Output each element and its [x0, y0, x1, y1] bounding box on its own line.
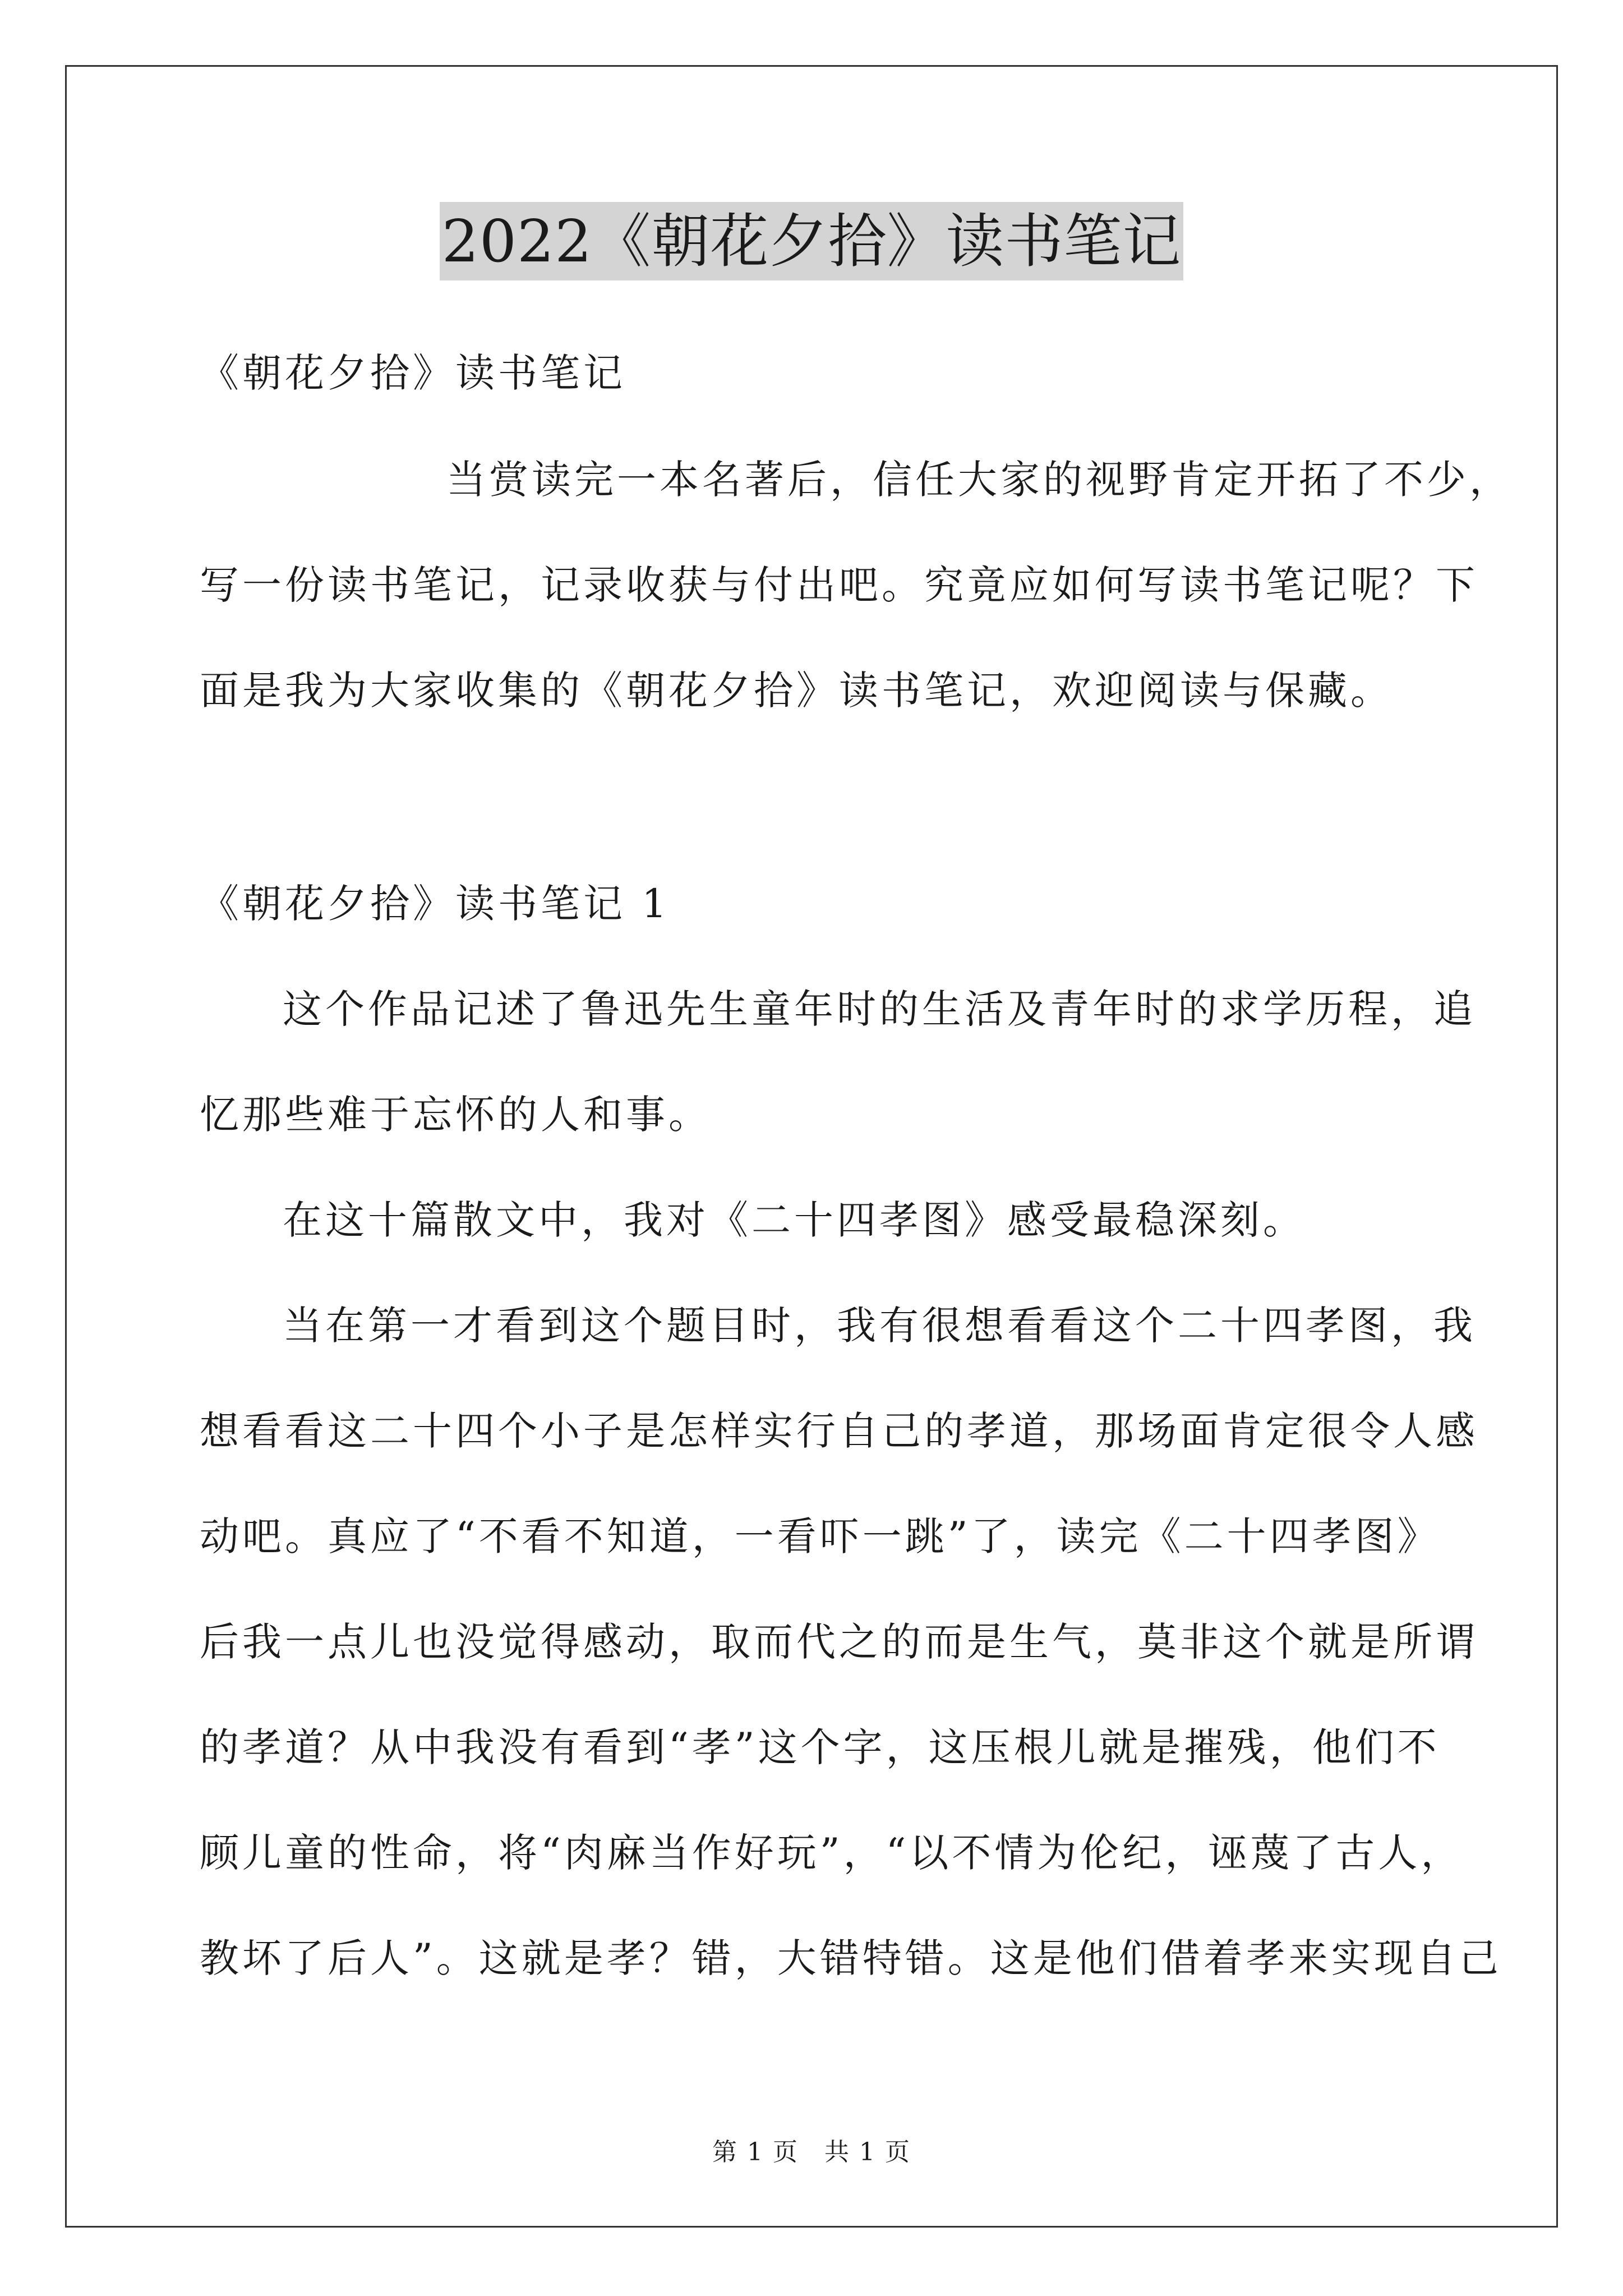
paragraph-line: 忆那些难于忘怀的人和事。 — [200, 1092, 711, 1138]
paragraph-line: 动吧。真应了“不看不知道，一看吓一跳”了，读完《二十四孝图》 — [200, 1513, 1440, 1559]
subtitle-line: 《朝花夕拾》读书笔记 — [200, 350, 626, 396]
title-container — [0, 202, 1623, 280]
paragraph-line: 在这十篇散文中，我对《二十四孝图》感受最稳深刻。 — [283, 1197, 1306, 1243]
paragraph-line: 教坏了后人”。这就是孝？错，大错特错。这是他们借着孝来实现自己 — [200, 1935, 1502, 1981]
paragraph-line: 当在第一才看到这个题目时，我有很想看看这个二十四孝图，我 — [283, 1303, 1476, 1349]
paragraph-line: 后我一点儿也没觉得感动，取而代之的而是生气，莫非这个就是所谓 — [200, 1619, 1478, 1665]
paragraph-line: 想看看这二十四个小子是怎样实行自己的孝道，那场面肯定很令人感 — [200, 1408, 1478, 1454]
paragraph-line: 的孝道？从中我没有看到“孝”这个字，这压根儿就是摧残，他们不 — [200, 1724, 1440, 1770]
page-footer: 第 1 页 共 1 页 — [712, 2138, 911, 2166]
paragraph-line: 这个作品记述了鲁迅先生童年时的生活及青年时的求学历程，追 — [283, 986, 1476, 1032]
paragraph-line: 当赏读完一本名著后，信任大家的视野肯定开拓了不少， — [446, 457, 1512, 503]
paragraph-line: 写一份读书笔记，记录收获与付出吧。究竟应如何写读书笔记呢？下 — [200, 562, 1478, 608]
section-heading: 《朝花夕拾》读书笔记 1 — [200, 881, 670, 927]
paragraph-line: 顾儿童的性命，将“肉麻当作好玩”，“以不情为伦纪，诬蔑了古人， — [200, 1830, 1464, 1876]
paragraph-line: 面是我为大家收集的《朝花夕拾》读书笔记，欢迎阅读与保藏。 — [200, 668, 1393, 714]
document-title: 2022《朝花夕拾》读书笔记 — [440, 202, 1184, 280]
